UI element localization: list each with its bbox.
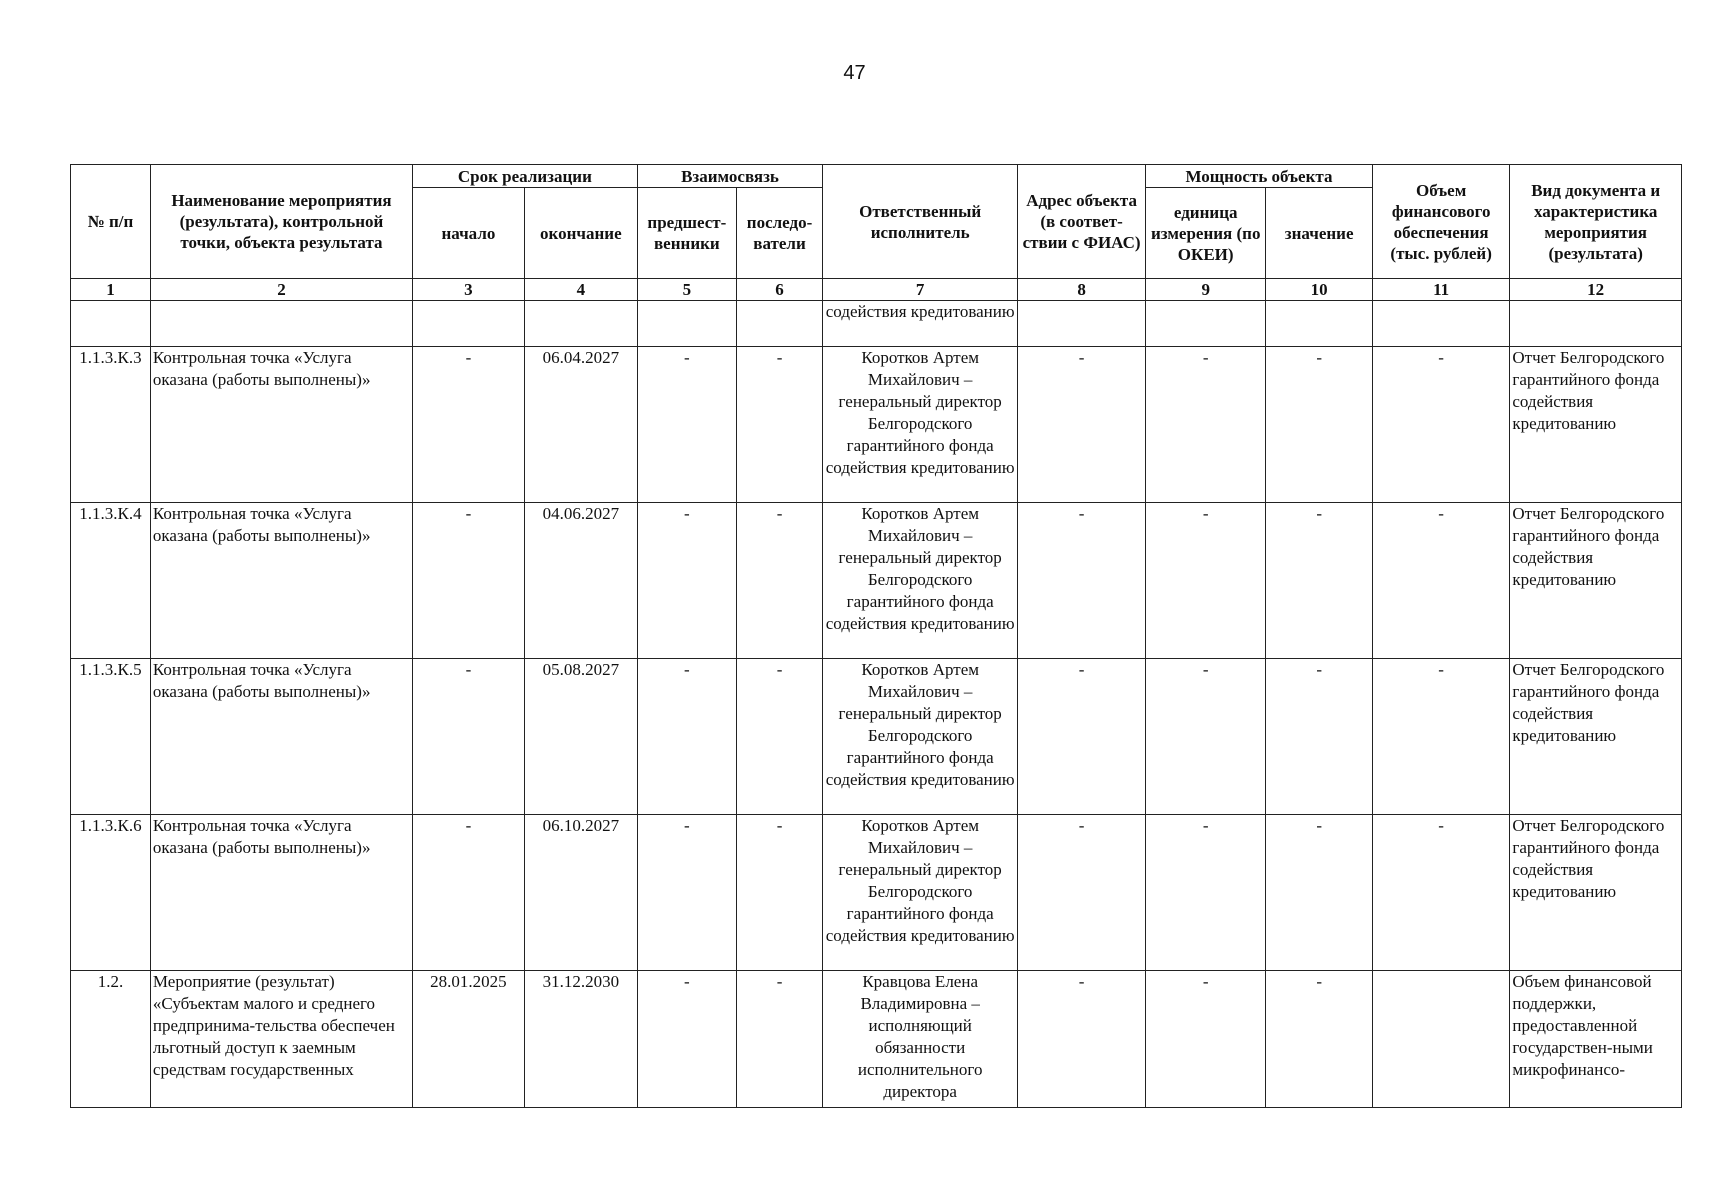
row-code: 1.1.3.К.6 [71,815,151,971]
row-unit: - [1146,971,1266,1108]
row-successors: - [736,503,822,659]
row-end: 06.10.2027 [524,815,637,971]
header-end: окончание [524,188,637,279]
row-document: Отчет Белгородского гарантийного фонда содействия кредитованию [1510,815,1682,971]
row-funding: - [1372,815,1509,971]
row-responsible: содействия кредитованию [823,301,1018,347]
table-row [71,815,1682,971]
row-start: - [413,659,525,815]
row-code: 1.1.3.К.3 [71,347,151,503]
row-document: Отчет Белгородского гарантийного фонда содействия кредитованию [1510,503,1682,659]
header-start: начало [413,188,525,279]
row-value: - [1266,503,1373,659]
row-name: Мероприятие (результат) «Субъектам малого и среднего предпринима-тельства обеспечен льготный доступ к заемным средствам государственных [150,971,412,1108]
column-number: 9 [1146,279,1266,301]
row-predecessors: - [637,503,736,659]
row-code [71,301,151,347]
row-start: - [413,347,525,503]
row-unit: - [1146,347,1266,503]
row-start [413,301,525,347]
table-row [71,659,1682,815]
column-number: 1 [71,279,151,301]
header-unit: единица измерения (по ОКЕИ) [1146,188,1266,279]
row-document: Отчет Белгородского гарантийного фонда содействия кредитованию [1510,347,1682,503]
row-value [1266,301,1373,347]
header-successors: последо-ватели [736,188,822,279]
header-document: Вид документа и характеристика мероприятия (результата) [1510,165,1682,279]
table-row [71,503,1682,659]
column-number: 7 [823,279,1018,301]
row-address: - [1018,347,1146,503]
row-value: - [1266,971,1373,1108]
row-successors: - [736,971,822,1108]
page-number: 47 [843,62,866,84]
row-start: - [413,503,525,659]
row-name: Контрольная точка «Услуга оказана (работы выполнены)» [150,347,412,503]
column-number: 8 [1018,279,1146,301]
row-unit: - [1146,659,1266,815]
header-address: Адрес объекта (в соответ-ствии с ФИАС) [1018,165,1146,279]
row-value: - [1266,659,1373,815]
table-row-continuation [71,301,1682,347]
implementation-schedule-table [70,164,1682,1108]
row-end [524,301,637,347]
row-funding: - [1372,503,1509,659]
header-number: № п/п [71,165,151,279]
row-code: 1.1.3.К.4 [71,503,151,659]
row-value: - [1266,347,1373,503]
header-responsible: Ответственный исполнитель [823,165,1018,279]
table-row [71,347,1682,503]
row-address: - [1018,503,1146,659]
row-address: - [1018,659,1146,815]
row-document: Объем финансовой поддержки, предоставленной государствен-ными микрофинансо- [1510,971,1682,1108]
row-start: - [413,815,525,971]
row-funding [1372,301,1509,347]
column-number: 6 [736,279,822,301]
row-funding: - [1372,659,1509,815]
row-end: 31.12.2030 [524,971,637,1108]
column-number: 10 [1266,279,1373,301]
row-responsible: Кравцова Елена Владимировна – исполняющий обязанности исполнительного директора [823,971,1018,1108]
row-unit: - [1146,503,1266,659]
header-name: Наименование мероприятия (результата), контрольной точки, объекта результата [150,165,412,279]
row-responsible: Коротков Артем Михайлович – генеральный директор Белгородского гарантийного фонда содействия кредитованию [823,503,1018,659]
row-unit: - [1146,815,1266,971]
header-term-group: Срок реализации [413,165,638,188]
row-predecessors: - [637,347,736,503]
row-funding [1372,971,1509,1108]
header-link-group: Взаимосвязь [637,165,822,188]
row-predecessors: - [637,971,736,1108]
row-name [150,301,412,347]
row-successors: - [736,815,822,971]
column-number: 2 [150,279,412,301]
row-address [1018,301,1146,347]
row-code: 1.1.3.К.5 [71,659,151,815]
header-capacity-group: Мощность объекта [1146,165,1373,188]
row-responsible: Коротков Артем Михайлович – генеральный директор Белгородского гарантийного фонда содействия кредитованию [823,815,1018,971]
row-name: Контрольная точка «Услуга оказана (работы выполнены)» [150,659,412,815]
row-successors [736,301,822,347]
row-predecessors: - [637,659,736,815]
row-code: 1.2. [71,971,151,1108]
column-number: 5 [637,279,736,301]
row-funding: - [1372,347,1509,503]
header-funding: Объем финансового обеспечения (тыс. рублей) [1372,165,1509,279]
row-value: - [1266,815,1373,971]
row-end: 06.04.2027 [524,347,637,503]
row-end: 04.06.2027 [524,503,637,659]
header-predecessors: предшест-венники [637,188,736,279]
row-responsible: Коротков Артем Михайлович – генеральный директор Белгородского гарантийного фонда содействия кредитованию [823,347,1018,503]
row-document: Отчет Белгородского гарантийного фонда содействия кредитованию [1510,659,1682,815]
column-number: 3 [413,279,525,301]
row-responsible: Коротков Артем Михайлович – генеральный директор Белгородского гарантийного фонда содействия кредитованию [823,659,1018,815]
column-number: 12 [1510,279,1682,301]
row-address: - [1018,971,1146,1108]
row-start: 28.01.2025 [413,971,525,1108]
row-address: - [1018,815,1146,971]
row-end: 05.08.2027 [524,659,637,815]
column-number: 11 [1372,279,1509,301]
row-unit [1146,301,1266,347]
header-value: значение [1266,188,1373,279]
row-predecessors [637,301,736,347]
column-number: 4 [524,279,637,301]
row-successors: - [736,347,822,503]
row-document [1510,301,1682,347]
row-name: Контрольная точка «Услуга оказана (работы выполнены)» [150,815,412,971]
table-row [71,971,1682,1108]
row-successors: - [736,659,822,815]
row-name: Контрольная точка «Услуга оказана (работы выполнены)» [150,503,412,659]
row-predecessors: - [637,815,736,971]
